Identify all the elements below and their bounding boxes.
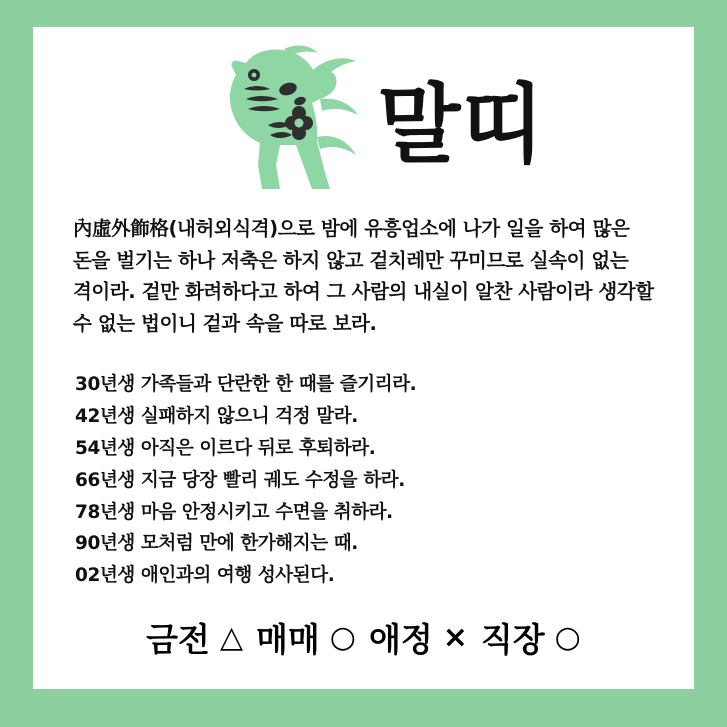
list-item: 90년생 모처럼 만에 한가해지는 때.	[75, 533, 358, 555]
list-item: 30년생 가족들과 단란한 한 때를 즐기리라.	[75, 374, 417, 396]
fortune-paragraph: 內虛外飾格(내허외식격)으로 밤에 유흥업소에 나가 일을 하여 많은 돈을 벌기는 하나 저축은 하지 않고 겉치레만 꾸미므로 실속이 없는 격이라. 겉만 화려하다고 하여 그 사람의 내실이 알찬 사람이라 생각할 수 없는 법이니 겉과 속을 따로 보라.	[73, 217, 654, 335]
fortune-label: 직장	[480, 620, 545, 659]
cross-icon: ×	[442, 619, 468, 655]
list-item: 66년생 지금 당장 빨리 궤도 수정을 하라.	[75, 469, 405, 491]
birth-year-list	[33, 339, 694, 592]
fortune-item-trade	[256, 614, 356, 661]
list-item: 54년생 아직은 이르다 뒤로 후퇴하라.	[75, 437, 376, 459]
fortune-item-work	[481, 614, 581, 661]
horse-icon	[181, 41, 371, 191]
triangle-icon: △	[219, 619, 244, 655]
fortune-label: 금전	[146, 620, 210, 659]
list-item: 42년생 실패하지 않으니 걱정 말라.	[75, 406, 358, 428]
fortune-item-money	[146, 614, 243, 661]
circle-icon: ○	[554, 619, 581, 655]
fortune-label: 애정	[368, 620, 433, 659]
fortune-summary-row	[33, 614, 694, 661]
fortune-item-love	[369, 614, 468, 661]
circle-icon: ○	[329, 619, 356, 655]
fortune-card	[33, 27, 694, 689]
list-item: 02년생 애인과의 여행 성사된다.	[75, 565, 335, 587]
list-item: 78년생 마음 안정시키고 수면을 취하라.	[75, 501, 393, 523]
fortune-label: 매매	[256, 620, 320, 659]
card-header	[33, 27, 694, 191]
page-title: 말띠	[377, 75, 546, 175]
